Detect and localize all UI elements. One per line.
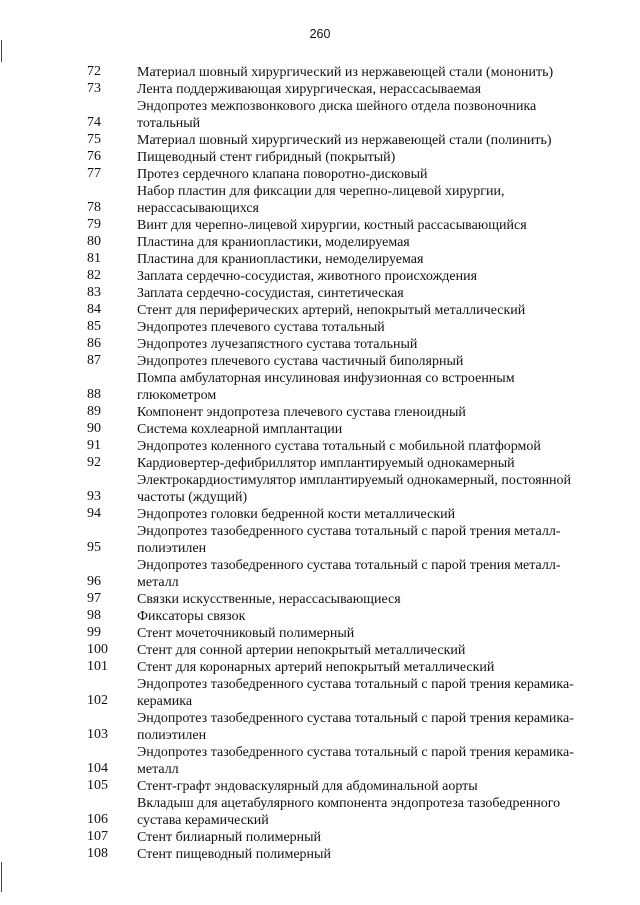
item-text: Эндопротез тазобедренного сустава тотальный с парой трения металл-полиэтилен <box>137 524 561 556</box>
item-text: Материал шовный хирургический из нержавеющей стали (полинить) <box>137 133 552 148</box>
item-text: Стент для коронарных артерий непокрытый металлический <box>137 660 495 675</box>
item-number: 107 <box>87 829 108 844</box>
item-text: Винт для черепно-лицевой хирургии, костный рассасывающийся <box>137 218 527 233</box>
list-item <box>0 829 640 846</box>
item-text: Эндопротез тазобедренного сустава тотальный с парой трения металл-металл <box>137 558 561 590</box>
list-item <box>0 676 640 710</box>
item-number: 73 <box>87 81 101 96</box>
item-text: Помпа амбулаторная инсулиновая инфузионная со встроенным глюкометром <box>137 371 515 403</box>
list-item <box>0 591 640 608</box>
list-item <box>0 251 640 268</box>
item-text: Материал шовный хирургический из нержавеющей стали (мононить) <box>137 65 554 80</box>
list-item <box>0 98 640 132</box>
item-number: 99 <box>87 625 101 640</box>
item-text: Пластина для краниопластики, немоделируемая <box>137 252 424 267</box>
item-number: 98 <box>87 608 101 623</box>
item-text: Связки искусственные, нерассасывающиеся <box>137 592 401 607</box>
item-number: 84 <box>87 302 101 317</box>
item-number: 95 <box>87 540 101 555</box>
item-text: Эндопротез коленного сустава тотальный с мобильной платформой <box>137 439 541 454</box>
item-text: Электрокардиостимулятор имплантируемый однокамерный, постоянной частоты (ждущий) <box>137 473 572 505</box>
item-number: 92 <box>87 455 101 470</box>
item-number: 102 <box>87 693 108 708</box>
list-item <box>0 404 640 421</box>
item-text: Система кохлеарной имплантации <box>137 422 343 437</box>
item-number: 82 <box>87 268 101 283</box>
item-text: Стент для сонной артерии непокрытый металлический <box>137 643 466 658</box>
item-number: 86 <box>87 336 101 351</box>
device-list <box>0 64 640 863</box>
item-number: 106 <box>87 812 108 827</box>
list-item <box>0 455 640 472</box>
item-number: 87 <box>87 353 101 368</box>
item-text: Эндопротез тазобедренного сустава тотальный с парой трения керамика-полиэтилен <box>137 711 574 743</box>
scan-edge-line-top <box>1 40 2 62</box>
list-item <box>0 744 640 778</box>
list-item <box>0 183 640 217</box>
item-number: 77 <box>87 166 101 181</box>
scan-edge-line-bottom <box>1 862 2 892</box>
item-text: Стент билиарный полимерный <box>137 830 322 845</box>
item-text: Эндопротез плечевого сустава частичный биполярный <box>137 354 464 369</box>
list-item <box>0 778 640 795</box>
item-text: Набор пластин для фиксации для черепно-лицевой хирургии, нерассасывающихся <box>137 184 505 216</box>
item-number: 93 <box>87 489 101 504</box>
item-number: 79 <box>87 217 101 232</box>
page-number: 260 <box>309 27 331 41</box>
item-number: 81 <box>87 251 101 266</box>
list-item <box>0 149 640 166</box>
item-number: 100 <box>87 642 108 657</box>
list-item <box>0 421 640 438</box>
list-item <box>0 217 640 234</box>
list-item <box>0 319 640 336</box>
item-text: Вкладыш для ацетабулярного компонента эндопротеза тазобедренного сустава керамический <box>137 796 561 828</box>
item-text: Протез сердечного клапана поворотно-дисковый <box>137 167 428 182</box>
item-number: 91 <box>87 438 101 453</box>
item-number: 83 <box>87 285 101 300</box>
list-item <box>0 132 640 149</box>
item-number: 108 <box>87 846 108 861</box>
item-text: Фиксаторы связок <box>137 609 246 624</box>
list-item <box>0 472 640 506</box>
item-text: Эндопротез головки бедренной кости металлический <box>137 507 456 522</box>
item-number: 94 <box>87 506 101 521</box>
list-item <box>0 506 640 523</box>
list-item <box>0 234 640 251</box>
item-number: 89 <box>87 404 101 419</box>
item-number: 90 <box>87 421 101 436</box>
item-number: 97 <box>87 591 101 606</box>
list-item <box>0 625 640 642</box>
item-text: Стент для периферических артерий, непокрытый металлический <box>137 303 526 318</box>
list-item <box>0 523 640 557</box>
list-item <box>0 285 640 302</box>
list-item <box>0 438 640 455</box>
list-item <box>0 166 640 183</box>
item-number: 104 <box>87 761 108 776</box>
item-text: Пластина для краниопластики, моделируемая <box>137 235 410 250</box>
list-item <box>0 795 640 829</box>
item-number: 96 <box>87 574 101 589</box>
list-item <box>0 557 640 591</box>
item-text: Заплата сердечно-сосудистая, синтетическая <box>137 286 404 301</box>
item-number: 72 <box>87 64 101 79</box>
list-item <box>0 608 640 625</box>
item-text: Эндопротез тазобедренного сустава тотальный с парой трения керамика-керамика <box>137 677 574 709</box>
list-item <box>0 268 640 285</box>
item-text: Стент мочеточниковый полимерный <box>137 626 355 641</box>
list-item <box>0 64 640 81</box>
item-text: Эндопротез тазобедренного сустава тотальный с парой трения керамика-металл <box>137 745 574 777</box>
list-item <box>0 336 640 353</box>
list-item <box>0 302 640 319</box>
list-item <box>0 710 640 744</box>
list-item <box>0 81 640 98</box>
item-number: 76 <box>87 149 101 164</box>
item-text: Лента поддерживающая хирургическая, нерассасываемая <box>137 82 482 97</box>
item-number: 78 <box>87 200 101 215</box>
item-number: 80 <box>87 234 101 249</box>
item-text: Кардиовертер-дефибриллятор имплантируемый однокамерный <box>137 456 515 471</box>
list-item <box>0 370 640 404</box>
item-number: 85 <box>87 319 101 334</box>
item-text: Стент-графт эндоваскулярный для абдоминальной аорты <box>137 779 478 794</box>
item-number: 74 <box>87 115 101 130</box>
item-number: 103 <box>87 727 108 742</box>
list-item <box>0 353 640 370</box>
item-number: 75 <box>87 132 101 147</box>
item-text: Заплата сердечно-сосудистая, животного происхождения <box>137 269 478 284</box>
list-item <box>0 659 640 676</box>
list-item <box>0 642 640 659</box>
item-number: 105 <box>87 778 108 793</box>
item-number: 88 <box>87 387 101 402</box>
item-text: Эндопротез межпозвонкового диска шейного отдела позвоночника тотальный <box>137 99 537 131</box>
item-text: Компонент эндопротеза плечевого сустава гленоидный <box>137 405 466 420</box>
list-item <box>0 846 640 863</box>
item-text: Эндопротез лучезапястного сустава тотальный <box>137 337 418 352</box>
item-number: 101 <box>87 659 108 674</box>
item-text: Стент пищеводный полимерный <box>137 847 331 862</box>
item-text: Эндопротез плечевого сустава тотальный <box>137 320 385 335</box>
item-text: Пищеводный стент гибридный (покрытый) <box>137 150 396 165</box>
